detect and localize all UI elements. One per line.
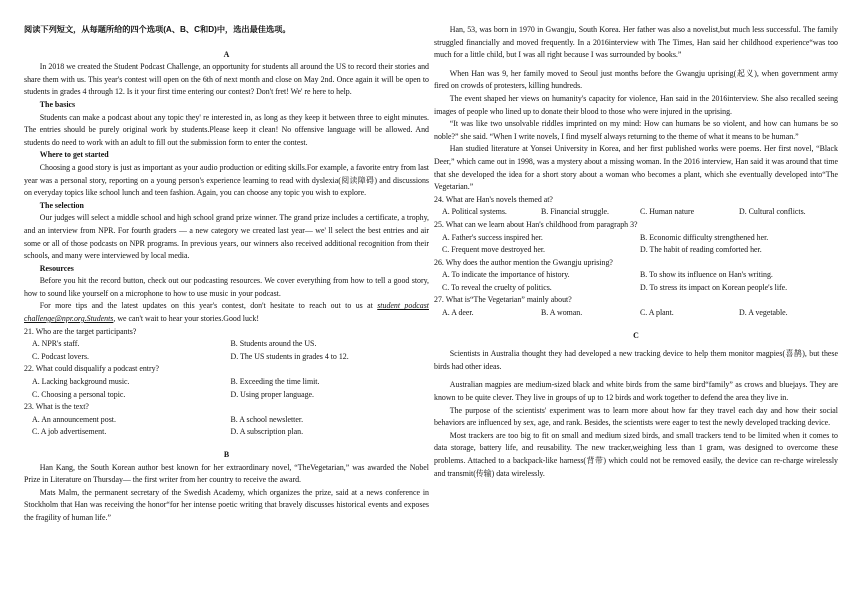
passage-a-intro: In 2018 we created the Student Podcast Challenge, an opportunity for students all around the US to record their stories and share them with us. This year's contest will open on the 6th of next month and close on May 2nd. Once again it will be open to students in grades 4 through 12. Is it your first time entering our contest? Don't fret! We' re here to help. — [24, 62, 429, 97]
option-a: A. Father's success inspired her. — [442, 232, 543, 242]
passage-b-para-4: When Han was 9, her family moved to Seoul just months before the Gwangju uprising(起义), when government army fired on crowds of protesters, killing hundreds. — [434, 68, 838, 91]
option-b: B. A school newsletter. — [230, 414, 304, 424]
option-d: D. The US students in grades 4 to 12. — [230, 351, 349, 361]
passage-b-para-5: The event shaped her views on humanity's capacity for violence, Han said in the 2016interview. She also recalled seeing images of people who lined up to donate their blood to those who were injured in the uprising. — [434, 93, 838, 116]
question-stem: 23. What is the text? — [24, 402, 89, 412]
option-c: C. Choosing a personal topic. — [32, 389, 126, 399]
option-b: B. Students around the US. — [230, 339, 317, 349]
question-22 — [24, 363, 429, 401]
option-d: D. A subscription plan. — [230, 427, 304, 437]
heading-get-started: Where to get started — [39, 150, 109, 160]
question-stem: 21. Who are the target participants? — [24, 326, 137, 336]
instruction-text: 阅读下列短文，从每题所给的四个选项(A、B、C和D)中，选出最佳选项。 — [24, 25, 291, 34]
passage-a-basics: Students can make a podcast about any topic they' re interested in, as long as they keep it between three to eight minutes. The entries should be purely original work by students.Please keep it clean! No offensive language will be allowed. And students do need to work with an adult to fill out the submission form to enter the contest. — [24, 112, 429, 147]
option-d: D. Using proper language. — [230, 389, 314, 399]
option-list — [434, 206, 838, 219]
option-a: A. To indicate the importance of history. — [442, 270, 570, 280]
passage-b-para-2: Mats Malm, the permanent secretary of the Swedish Academy, which organizes the prize, said at a news conference in Stockholm that Han was receiving the honor“for her intense poetic writing that bravely discusses historical events and exposes the fragility of human life.” — [24, 487, 429, 522]
question-stem: 25. What can we learn about Han's childhood from paragraph 3? — [434, 219, 638, 229]
option-list — [24, 414, 429, 439]
passage-a-start: Choosing a good story is just as important as your audio production or editing skills.For example, a favorite entry from last year was a personal story, reporting on a young person's experience learning to read with dyslexia(阅读障碍) and discussions on everyday topics like school lunch and teen fashion. Again, you can choose any topic you wish to explore. — [24, 162, 429, 198]
option-c: C. Podcast lovers. — [32, 351, 89, 361]
passage-b-para-7: Han studied literature at Yonsei University in Korea, and her first published works were poems. Her first novel, “Black Deer,” which came out in 1998, was a mystery about a missing woman. In the 2016 interview, Han said it was around that time that she developed the idea for a short story about a woman who becomes a plant, which she eventually developed into“The Vegetarian.” — [434, 144, 838, 192]
question-24 — [434, 194, 838, 219]
heading-selection: The selection — [39, 200, 84, 210]
passage-b-para-6: “It was like two unsolvable riddles imprinted on my mind: How can humans be so violent, and how can humans be so noble?” she said. “When I write novels, I find myself always returning to the theme of what it means to be human.” — [434, 119, 838, 141]
option-a: A. A deer. — [442, 308, 474, 318]
passage-a-resources: Before you hit the record button, check out our podcasting resources. We cover everything from how to tell a good story, how to sound like yourself on a microphone to how to use music in your podcast. — [24, 276, 429, 298]
option-a: A. An announcement post. — [32, 414, 116, 424]
question-25 — [434, 219, 838, 257]
option-b: B. Economic difficulty strengthened her. — [640, 232, 769, 242]
closing-text-pre: For more tips and the latest updates on this year's contest, don't hesitate to reach out to us at — [39, 301, 378, 311]
option-b: B. Financial struggle. — [541, 207, 609, 217]
passage-b-label: B — [223, 450, 230, 459]
left-column — [24, 24, 429, 525]
passage-a-label: A — [223, 49, 230, 59]
question-23 — [24, 401, 429, 439]
passage-b-para-1: Han Kang, the South Korean author best known for her extraordinary novel, “TheVegetarian,” was awarded the Nobel Prize in Literature on Thursday— the first writer from her country to receive the award. — [24, 462, 429, 485]
heading-resources: Resources — [39, 263, 74, 273]
option-c: C. Human nature — [640, 207, 695, 217]
question-stem: 24. What are Han's novels themed at? — [434, 194, 553, 204]
option-d: D. The habit of reading comforted her. — [640, 245, 762, 255]
option-list — [434, 307, 838, 320]
option-b: B. To show its influence on Han's writing. — [640, 270, 773, 280]
passage-a-selection: Our judges will select a middle school and high school grand prize winner. The grand prize includes a certificate, a trophy, and an interview from NPR. For fourth graders — a new category we created last year— we' ll select the best entries and air some or all of those podcasts on NPR programs. In previous years, our winners also received additional recognition from their schools, and many were interviewed by local media. — [24, 213, 429, 261]
question-stem: 26. Why does the author mention the Gwangju uprising? — [434, 257, 613, 267]
option-a: A. Political systems. — [442, 207, 507, 217]
passage-c-label: C — [633, 330, 639, 340]
option-c: C. To reveal the cruelty of politics. — [442, 282, 552, 292]
option-list — [434, 269, 838, 294]
passage-c-para-4: Most trackers are too big to fit on small and medium sized birds, and small trackers tend to be limited when it comes to data storage, battery life, and reusability. The new tracker,weighing less than 1 gram, was designed to overcome these problems. Attached to a backpack-like harness(背带) which could not be removed easily, the device can re-charge wirelessly and transmit(传输) data wirelessly. — [434, 430, 838, 478]
question-27 — [434, 294, 838, 319]
closing-text-post: , we can't wait to hear your stories.Good luck! — [113, 314, 259, 324]
option-b: B. Exceeding the time limit. — [230, 377, 320, 387]
option-d: D. To stress its impact on Korean people's life. — [640, 282, 788, 292]
passage-a-closing — [24, 300, 429, 325]
option-c: C. A plant. — [640, 308, 674, 318]
option-d: D. Cultural conflicts. — [739, 207, 806, 217]
option-d: D. A vegetable. — [739, 308, 788, 318]
option-b: B. A woman. — [541, 308, 583, 318]
option-a: A. Lacking background music. — [32, 377, 130, 387]
option-c: C. A job advertisement. — [32, 427, 107, 437]
passage-c-para-1: Scientists in Australia thought they had developed a new tracking device to help them monitor magpies(喜鹊), but these birds had other ideas. — [434, 349, 838, 371]
question-26 — [434, 257, 838, 295]
option-list — [434, 232, 838, 257]
question-stem: 22. What could disqualify a podcast entry? — [24, 364, 160, 374]
question-stem: 27. What is“The Vegetarian” mainly about? — [434, 295, 572, 305]
option-a: A. NPR's staff. — [32, 339, 80, 349]
question-21 — [24, 326, 429, 364]
passage-c-para-2: Australian magpies are medium-sized black and white birds from the same bird“family” as crows and bluejays. They are known to be quite clever. They live in groups of up to 12 birds and work together to defend the area they live in. — [434, 380, 838, 403]
option-list — [24, 376, 429, 401]
right-column — [434, 24, 838, 480]
passage-b-para-3: Han, 53, was born in 1970 in Gwangju, South Korea. Her father was also a novelist,but much less successful. The family struggled financially and moved frequently. In a 2016interview with The Times, Han said her childhood experience“was too much for a little child, but I was all right because I was surrounded by books.” — [434, 25, 838, 60]
heading-basics: The basics — [39, 99, 76, 109]
option-c: C. Frequent move destroyed her. — [442, 245, 545, 255]
option-list — [24, 338, 429, 363]
contact-email-link[interactable]: student podcast challenge@npr.org.Students — [24, 301, 429, 324]
passage-c-para-3: The purpose of the scientists' experiment was to learn more about how far they travel each day and how their social behaviors are influenced by sex, age, and rank. Besides, the scientists were eager to test the newly developed tracking device. — [434, 405, 838, 428]
